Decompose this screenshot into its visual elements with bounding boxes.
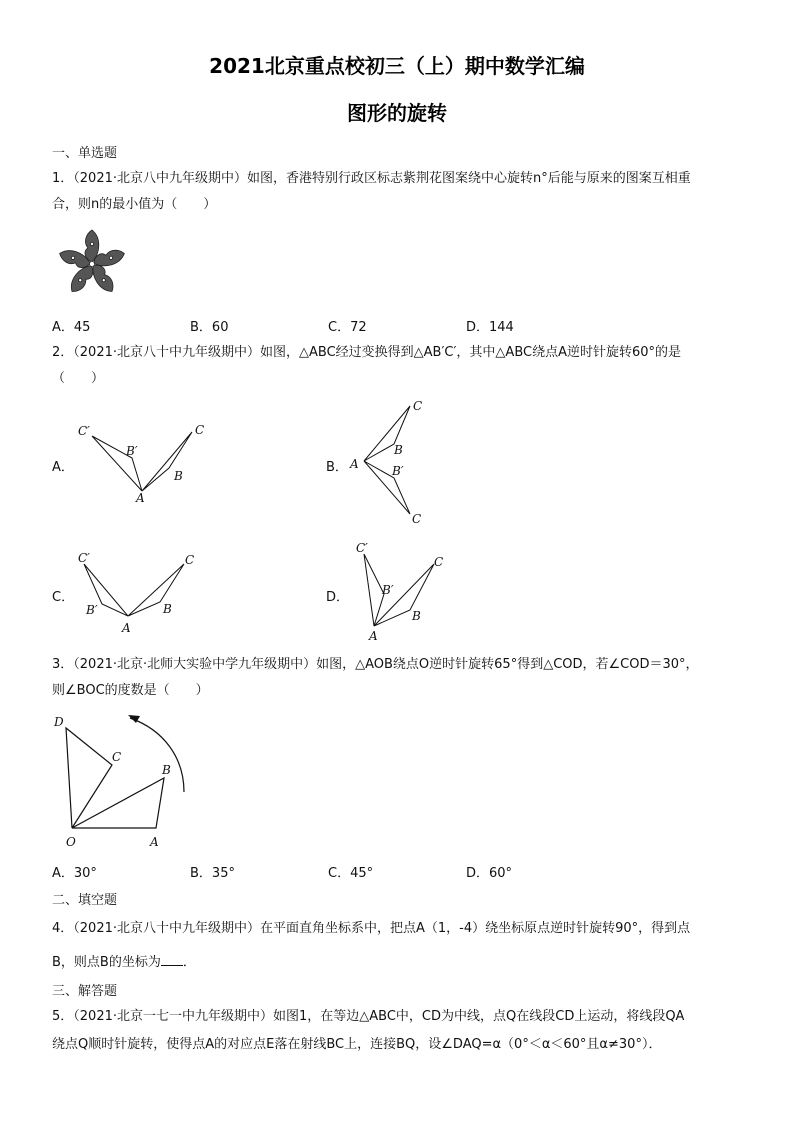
question-2 [52, 340, 752, 392]
q2-figure-b [346, 396, 446, 530]
section-single-choice: 一、单选题 [52, 146, 118, 161]
q1-option-d: D．144 [466, 320, 514, 335]
label-c: C [434, 555, 444, 569]
label-b1: B′ [86, 603, 98, 617]
label-d: D [54, 715, 64, 729]
answer-blank[interactable] [161, 953, 183, 966]
label-b1: B′ [392, 464, 404, 478]
label-c1: C [412, 512, 422, 526]
label-b: B [163, 602, 172, 616]
question-5-line2: 绕点Q顺时针旋转，使得点A的对应点E落在射线BC上，连接BQ，设∠DAQ=α（0°＜α＜60°且α≠30°）． [52, 1037, 662, 1052]
label-c1: C′ [78, 424, 90, 438]
label-a: A [122, 621, 131, 635]
q3-option-c: C．45° [328, 866, 374, 881]
q2-option-d-label: D． [326, 590, 350, 605]
q2-figure-a [74, 416, 214, 506]
question-1-line2: 合，则n的最小值为（ ） [52, 197, 217, 212]
question-4-line2 [52, 946, 752, 980]
label-a: A [150, 835, 159, 849]
bauhinia-flower-figure [52, 226, 132, 302]
label-b: B [412, 609, 421, 623]
q3-figure [52, 710, 202, 856]
label-c: C [185, 553, 195, 567]
q1-option-b: B．60 [190, 320, 229, 335]
q2-figure-c [74, 550, 204, 636]
label-b1: B′ [382, 583, 394, 597]
label-b: B [394, 443, 403, 457]
section-answer: 三、解答题 [52, 984, 118, 999]
label-a: A [369, 629, 378, 643]
question-3 [52, 652, 752, 704]
question-4 [52, 912, 752, 980]
q2-option-a-label: A． [52, 460, 74, 475]
label-c1: C′ [356, 541, 368, 555]
question-4-line2-end: ． [182, 955, 196, 970]
question-5 [52, 1003, 752, 1059]
label-b1: B′ [126, 444, 138, 458]
label-b: B [162, 763, 171, 777]
question-3-line1: 3．（2021·北京·北师大实验中学九年级期中）如图，△AOB绕点O逆时针旋转65°得到△COD，若∠COD＝30°， [52, 657, 699, 672]
question-2-line2: （ ） [52, 371, 105, 386]
q1-option-a: A．45 [52, 320, 91, 335]
label-c: C [413, 399, 423, 413]
q3-option-b: B．35° [190, 866, 235, 881]
q2-figure-d [350, 538, 460, 646]
question-3-line2: 则∠BOC的度数是（ ） [52, 683, 209, 698]
question-1-line1: 1．（2021·北京八中九年级期中）如图，香港特别行政区标志紫荆花图案绕中心旋转n°后能与原来的图案互相重 [52, 171, 691, 186]
question-4-line2-text: B，则点B的坐标为 [52, 955, 161, 970]
q3-option-a: A．30° [52, 866, 97, 881]
label-b: B [174, 469, 183, 483]
label-c: C [195, 423, 205, 437]
q2-option-c-label: C． [52, 590, 75, 605]
section-fill-blank: 二、填空题 [52, 893, 118, 908]
question-2-line1: 2．（2021·北京八十中九年级期中）如图，△ABC经过变换得到△AB′C′，其中△ABC绕点A逆时针旋转60°的是 [52, 345, 682, 360]
label-a: A [136, 491, 145, 505]
question-5-line1: 5．（2021·北京一七一中九年级期中）如图1，在等边△ABC中，CD为中线，点Q在线段CD上运动，将线段QA [52, 1009, 685, 1024]
label-c: C [112, 750, 122, 764]
page-subtitle: 图形的旋转 [347, 101, 447, 125]
q3-option-d: D．60° [466, 866, 513, 881]
label-a: A [350, 457, 359, 471]
label-o: O [66, 835, 76, 849]
question-1 [52, 166, 752, 218]
question-4-line1: 4．（2021·北京八十中九年级期中）在平面直角坐标系中，把点A（1，-4）绕坐标原点逆时针旋转90°，得到点 [52, 921, 691, 936]
q1-option-c: C．72 [328, 320, 367, 335]
q2-option-b-label: B． [326, 460, 348, 475]
page-title: 2021北京重点校初三（上）期中数学汇编 [209, 54, 585, 78]
label-c1: C′ [78, 551, 90, 565]
